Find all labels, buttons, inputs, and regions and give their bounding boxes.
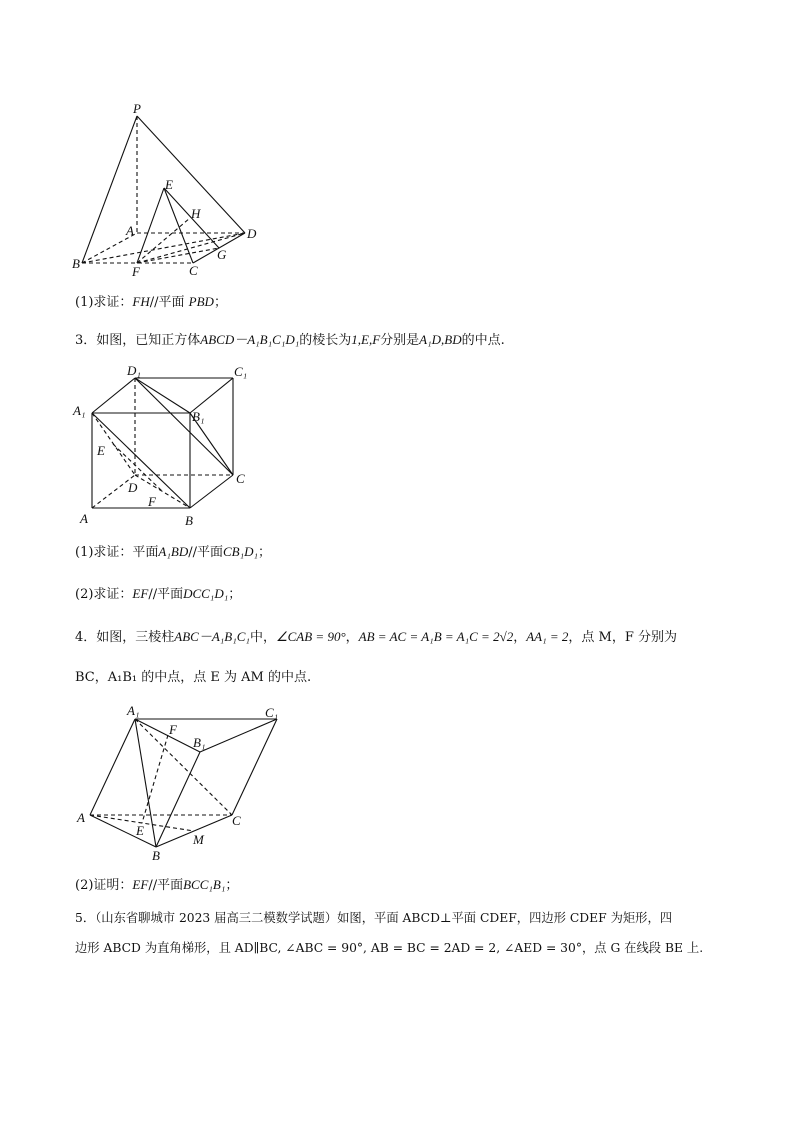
edge-C1C (232, 719, 277, 815)
label-D1: D₁ (127, 363, 141, 378)
q2-part1: (1)求证：FH//平面 PBD； (75, 294, 227, 310)
q3-stem: 3．如图，已知正方体ABCD－A₁B₁C₁D₁的棱长为1,E,F分别是A₁D,BD的中点. (75, 332, 505, 348)
label-P: P (133, 101, 141, 116)
q4-stem-line1: 4．如图，三棱柱ABC－A₁B₁C₁中，∠CAB = 90°，AB = AC = A₁B = A₁C = 2√2，AA₁ = 2，点 M，F 分别为 (75, 629, 678, 645)
diag-DB (135, 475, 190, 508)
cube-diagram (70, 358, 270, 533)
label-A1: A₁ (73, 403, 86, 418)
q3-part2: (2)求证：EF//平面DCC₁D₁； (75, 586, 242, 602)
q5-stem-line2: 边形 ABCD 为直角梯形，且 AD∥BC, ∠ABC = 90°, AB = BC = 2AD = 2, ∠AED = 30°，点 G 在线段 BE 上. (75, 941, 704, 955)
label-E: E (97, 443, 105, 458)
edge-B1C1 (190, 378, 233, 413)
edge-AB (90, 815, 156, 847)
label-C: C (232, 813, 241, 828)
label-A1: A₁ (127, 703, 140, 718)
diag-D1C (135, 378, 233, 475)
label-D: D (128, 480, 138, 495)
label-F: F (148, 494, 156, 509)
label-C1: C₁ (234, 364, 248, 379)
label-H: H (191, 206, 201, 221)
label-C1: C₁ (265, 705, 279, 720)
edge-A1D1 (92, 378, 135, 413)
label-C: C (189, 263, 198, 278)
q3-part1: (1)求证：平面A₁BD//平面CB₁D₁； (75, 544, 272, 560)
edge-BC (190, 475, 233, 508)
label-G: G (217, 247, 227, 262)
label-B: B (185, 513, 193, 528)
label-A: A (126, 223, 134, 238)
label-C: C (236, 471, 245, 486)
seg-EF (113, 444, 162, 491)
label-D: D (247, 226, 257, 241)
diag-A1B (92, 413, 190, 508)
label-M: M (193, 832, 204, 847)
label-B: B (72, 256, 80, 271)
label-A: A (80, 511, 88, 526)
label-E: E (136, 823, 144, 838)
diag-D1B1 (135, 378, 190, 413)
label-A: A (77, 810, 85, 825)
label-B: B (152, 848, 160, 863)
seg-A1C (135, 719, 232, 815)
label-E: E (165, 177, 173, 192)
label-F: F (132, 264, 140, 279)
edge-PB (82, 116, 137, 263)
figure-cube (70, 358, 270, 533)
edge-A1A (90, 719, 135, 815)
seg-FE (142, 735, 168, 823)
label-B1: B₁ (192, 409, 205, 424)
prism-diagram (72, 700, 302, 870)
figure-prism (72, 700, 302, 870)
q4-part2: (2)证明：EF//平面BCC₁B₁； (75, 877, 239, 893)
q5-stem-line1: 5．（山东省聊城市 2023 届高三二模数学试题）如图，平面 ABCD⊥平面 CDEF，四边形 CDEF 为矩形，四 (75, 911, 673, 925)
label-B1: B₁ (193, 735, 206, 750)
label-F: F (169, 722, 177, 737)
q4-stem-line2: BC，A₁B₁ 的中点，点 E 为 AM 的中点. (75, 670, 312, 685)
pyramid-diagram (60, 100, 270, 280)
edge-B1C1 (200, 719, 277, 752)
figure-pyramid (60, 100, 270, 280)
